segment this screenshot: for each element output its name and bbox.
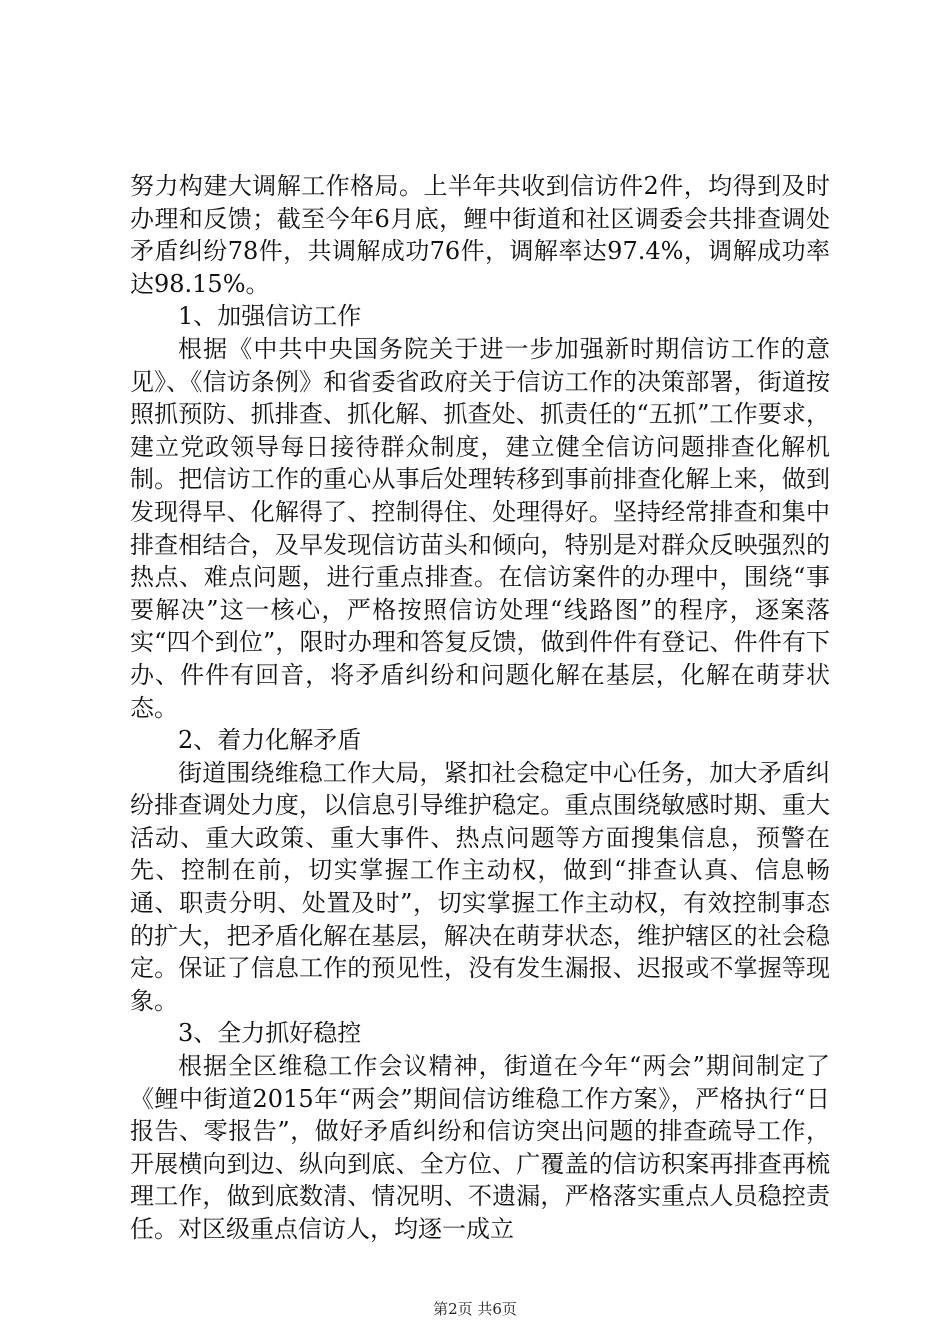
paragraph-petition-work: 根据《中共中央国务院关于进一步加强新时期信访工作的意见》、《信访条例》和省委省政府关于信访工作的决策部署，街道按照抓预防、抓排查、抓化解、抓查处、抓责任的“五抓”工作要求，建立党政领导每日接待群众制度，建立健全信访问题排查化解机制。把信访工作的重心从事后处理转移到事前排查化解上来，做到发现得早、化解得了、控制得住、处理得好。坚持经常排查和集中排查相结合，及早发现信访苗头和倾向，特别是对群众反映强烈的热点、难点问题，进行重点排查。在信访案件的办理中，围绕“事要解决”这一核心，严格按照信访处理“线路图”的程序，逐案落实“四个到位”，限时办理和答复反馈，做到件件有登记、件件有下办、件件有回音，将矛盾纠纷和问题化解在基层，化解在萌芽状态。 (130, 334, 830, 722)
paragraph-stability-control: 根据全区维稳工作会议精神，街道在今年“两会”期间制定了《鲤中街道2015年“两会”期间信访维稳工作方案》，严格执行“日报告、零报告”，做好矛盾纠纷和信访突出问题的排查疏导工作，开展横向到边、纵向到底、全方位、广覆盖的信访积案再排查再梳理工作，做到底数清、情况明、不遗漏，严格落实重点人员稳控责任。对区级重点信访人，均逐一成立 (130, 1052, 830, 1243)
heading-stability-control: 3、全力抓好稳控 (178, 1019, 362, 1048)
paragraph-intro: 努力构建大调解工作格局。上半年共收到信访件2件，均得到及时办理和反馈；截至今年6月底，鲤中街道和社区调委会共排查调处矛盾纠纷78件，共调解成功76件，调解率达97.4%，调解成功率达98.15%。 (130, 172, 830, 298)
heading-resolve-conflicts: 2、着力化解矛盾 (178, 726, 362, 755)
document-body (130, 170, 830, 1246)
page-number-footer: 第2页 共6页 (433, 1300, 517, 1318)
paragraph-resolve-conflicts: 街道围绕维稳工作大局，紧扣社会稳定中心任务，加大矛盾纠纷排查调处力度，以信息引导维护稳定。重点围绕敏感时期、重大活动、重大政策、重大事件、热点问题等方面搜集信息，预警在先、控制在前，切实掌握工作主动权，做到“排查认真、信息畅通、职责分明、处置及时”，切实掌握工作主动权，有效控制事态的扩大，把矛盾化解在基层，解决在萌芽状态，维护辖区的社会稳定。保证了信息工作的预见性，没有发生漏报、迟报或不掌握等现象。 (130, 758, 830, 1015)
heading-petition-work: 1、加强信访工作 (178, 302, 362, 331)
